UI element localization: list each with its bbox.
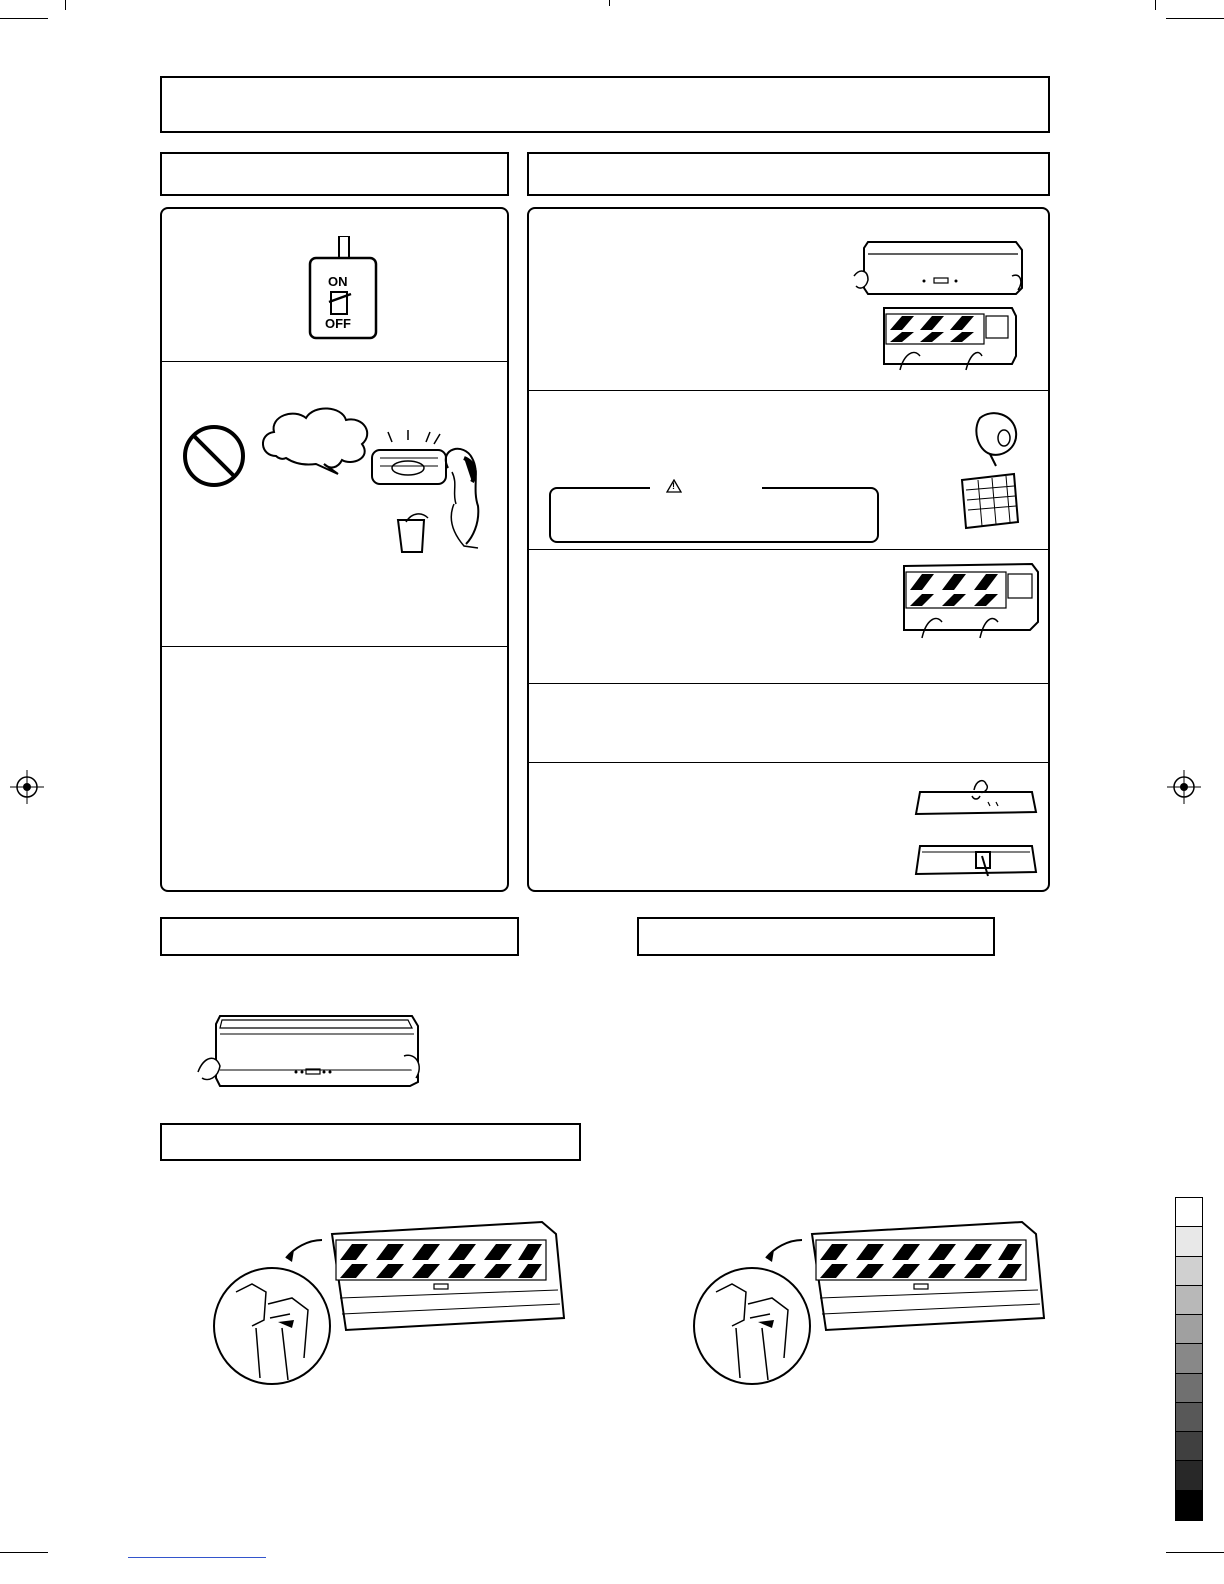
crop-mark <box>0 1552 48 1553</box>
bottom-right-section-header <box>637 917 995 956</box>
gray-scale-bar <box>1175 1197 1203 1521</box>
crop-mark <box>1166 1552 1224 1553</box>
page-title-box <box>160 76 1050 133</box>
crop-mark <box>0 18 48 19</box>
right-panel-divider <box>528 549 1049 550</box>
crop-mark <box>1155 0 1156 10</box>
right-panel-divider <box>528 683 1049 684</box>
gray-scale-swatch <box>1176 1286 1202 1315</box>
right-panel-divider <box>528 390 1049 391</box>
filter-section-header <box>160 1123 581 1161</box>
gray-scale-swatch <box>1176 1491 1202 1520</box>
left-section-header <box>160 152 509 196</box>
gray-scale-swatch <box>1176 1344 1202 1373</box>
front-panel-illustration <box>196 1012 424 1088</box>
gray-scale-swatch <box>1176 1257 1202 1286</box>
speech-cloud <box>256 404 376 476</box>
gray-scale-swatch <box>1176 1227 1202 1256</box>
filter-release-right-illustration <box>692 1218 1052 1388</box>
filter-reinstall-illustration <box>900 560 1040 640</box>
left-panel-divider <box>161 361 508 362</box>
gray-scale-swatch <box>1176 1374 1202 1403</box>
gray-scale-swatch <box>1176 1403 1202 1432</box>
crop-mark <box>65 0 66 10</box>
bottom-link-underline <box>128 1557 266 1558</box>
registration-mark-icon <box>1167 770 1201 804</box>
filter-removal-illustration <box>880 304 1020 374</box>
grille-cleaning-illustration <box>914 842 1038 878</box>
registration-mark-icon <box>10 770 44 804</box>
right-panel-divider <box>528 762 1049 763</box>
switch-off-label: OFF <box>325 316 351 331</box>
right-section-header <box>527 152 1050 196</box>
prohibition-icon <box>182 424 246 488</box>
filter-release-left-illustration <box>212 1218 572 1388</box>
gray-scale-swatch <box>1176 1198 1202 1227</box>
left-panel-divider <box>161 646 508 647</box>
gray-scale-swatch <box>1176 1315 1202 1344</box>
gray-scale-swatch <box>1176 1432 1202 1461</box>
gray-scale-swatch <box>1176 1461 1202 1490</box>
crop-mark <box>1166 18 1224 19</box>
woman-washing-unit-illustration <box>368 428 488 558</box>
bottom-left-section-header <box>160 917 519 956</box>
indoor-unit-illustration <box>852 238 1024 298</box>
warning-symbol: ! <box>672 481 675 491</box>
crop-mark <box>609 0 610 6</box>
switch-on-label: ON <box>328 274 348 289</box>
front-grille-illustration <box>914 776 1038 818</box>
vacuum-cleaning-illustration <box>952 410 1032 534</box>
